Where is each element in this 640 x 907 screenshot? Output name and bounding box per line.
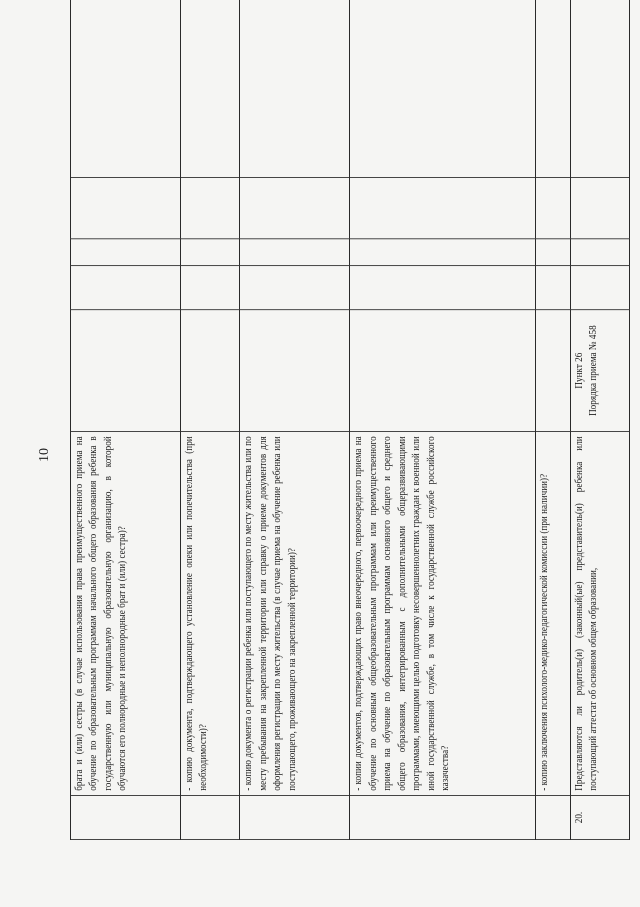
row-number (181, 795, 240, 839)
notes-cell (536, 0, 570, 177)
answer-na-cell (350, 177, 536, 238)
answer-yes-cell (536, 266, 570, 310)
question-text: Представляются ли родитель(и) (законный(ые) представитель(и) ребенка или поступающий аттестат об основном общем образовании, (570, 432, 629, 796)
answer-no-cell (350, 239, 536, 266)
row-number (71, 795, 181, 839)
answer-yes-cell (240, 266, 350, 310)
answer-no-cell (570, 239, 629, 266)
row-number (536, 795, 570, 839)
answer-yes-cell (570, 266, 629, 310)
reference-document: Порядка приема № 458 (587, 325, 599, 416)
answer-yes-cell (71, 266, 181, 310)
question-text: - копию заключения психолого-медико-педагогической комиссии (при наличии)? (536, 432, 570, 796)
answer-na-cell (570, 177, 629, 238)
question-text: брата и (или) сестры (в случае использования права преимущественного приема на обучение по образовательным программам начального общего образования ребенка в государственную или муниципальную образовательную организацию, в которой обучаются его полнородные и неполнородные брат и (или) сестра)? (71, 432, 181, 796)
answer-na-cell (71, 177, 181, 238)
question-text: - копии документов, подтверждающих право внеочередного, первоочередного приема на обучение по основным общеобразовательным программам или преимущественного приема на обучение по образовательным программам основного общего и среднего общего образования, интегрированным с дополнительными общеразвивающими программами, имеющими целью подготовку несовершеннолетних граждан к военной или иной государственной службе, в том числе к государственной службе российского казачества? (350, 432, 536, 796)
legal-reference (71, 310, 181, 432)
notes-cell (570, 0, 629, 177)
reference-item: Пункт 26 (573, 352, 585, 389)
legal-reference (536, 310, 570, 432)
answer-na-cell (536, 177, 570, 238)
notes-cell (71, 0, 181, 177)
table-row (181, 0, 240, 840)
question-text: - копию документа, подтверждающего установление опеки или попечительства (при необходимости)? (181, 432, 240, 796)
table-row (350, 0, 536, 840)
answer-yes-cell (181, 266, 240, 310)
notes-cell (350, 0, 536, 177)
answer-no-cell (240, 239, 350, 266)
answer-no-cell (181, 239, 240, 266)
table-row (71, 0, 181, 840)
table-row (536, 0, 570, 840)
legal-reference (181, 310, 240, 432)
answer-na-cell (181, 177, 240, 238)
legal-reference (350, 310, 536, 432)
answer-no-cell (536, 239, 570, 266)
row-number: 20. (570, 795, 629, 839)
row-number (240, 795, 350, 839)
row-number (350, 795, 536, 839)
table-row (570, 0, 629, 840)
answer-yes-cell (350, 266, 536, 310)
checklist-table (70, 0, 630, 840)
table-row (240, 0, 350, 840)
checklist-table-rotated (70, 62, 630, 840)
legal-reference (240, 310, 350, 432)
answer-no-cell (71, 239, 181, 266)
question-text: - копию документа о регистрации ребенка или поступающего по месту жительства или по месту пребывания на закрепленной территории или справку о приеме документов для оформления регистрации по месту жительства (в случае приема на обучение ребенка или поступающего, проживающего на закрепленной территории)? (240, 432, 350, 796)
notes-cell (240, 0, 350, 177)
legal-reference (570, 310, 629, 432)
page-number: 10 (37, 448, 52, 462)
notes-cell (181, 0, 240, 177)
answer-na-cell (240, 177, 350, 238)
